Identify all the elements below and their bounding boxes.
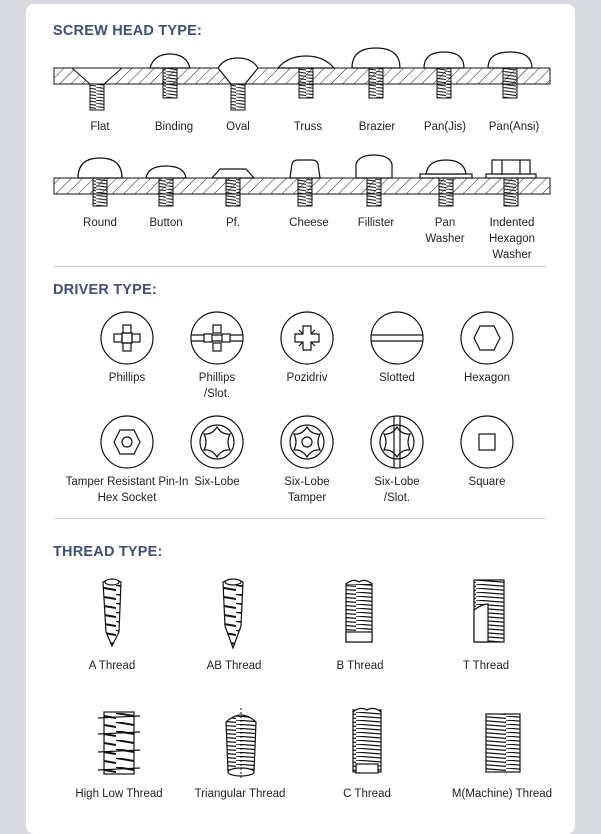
thread-label: C Thread: [343, 788, 391, 800]
head-label: Flat: [90, 121, 110, 133]
screw-head-title: SCREW HEAD TYPE:: [53, 23, 203, 39]
thread-row1-icons: [26, 576, 575, 656]
head-label: Round: [83, 217, 117, 229]
hexagon-icon: [461, 312, 513, 364]
thread-label: High Low Thread: [75, 788, 163, 800]
ab-thread-icon: [223, 579, 243, 648]
thread-label: Triangular Thread: [194, 788, 286, 800]
head-label: Binding: [154, 121, 194, 133]
head-label: Indented Hexagon Washer: [488, 217, 536, 261]
head-label: Fillister: [357, 217, 395, 229]
screw-head-row1-diagram: [26, 4, 575, 124]
screw-spec-card: [26, 4, 575, 834]
thread-label: B Thread: [336, 660, 384, 672]
driver-type-title: DRIVER TYPE:: [53, 282, 157, 298]
driver-label: Six-Lobe /Slot.: [374, 476, 420, 504]
driver-label: Pozidriv: [286, 372, 328, 384]
driver-label: Tamper Resistant Pin-In Hex Socket: [65, 476, 189, 504]
driver-label: Phillips: [108, 372, 146, 384]
b-thread-icon: [346, 580, 372, 642]
thread-label: T Thread: [462, 660, 510, 672]
head-label: Pan(Ansi): [488, 121, 540, 133]
head-label: Pan Washer: [425, 217, 465, 245]
thread-row2-icons: [26, 704, 575, 784]
head-label: Pf.: [225, 217, 241, 229]
driver-label: Square: [468, 476, 506, 488]
phillips-icon: [101, 312, 153, 364]
head-label: Cheese: [289, 217, 329, 229]
driver-label: Hexagon: [463, 372, 511, 384]
six-lobe-tamper-icon: [281, 416, 333, 468]
c-thread-icon: [353, 708, 381, 773]
head-label: Button: [149, 217, 183, 229]
head-label: Pan(Jis): [423, 121, 467, 133]
flat-head-icon: [72, 68, 122, 110]
thread-label: M(Machine) Thread: [451, 788, 553, 800]
six-lobe-slot-icon: [371, 416, 423, 468]
six-lobe-icon: [191, 416, 243, 468]
a-thread-icon: [103, 579, 121, 646]
thread-label: A Thread: [88, 660, 136, 672]
screw-head-row2-diagram: [26, 144, 575, 214]
driver-label: Six-Lobe Tamper: [284, 476, 330, 504]
head-label: Truss: [293, 121, 323, 133]
phillips-slot-icon: [191, 312, 243, 364]
driver-row1-icons: [26, 304, 575, 374]
slotted-icon: [371, 312, 423, 364]
square-icon: [461, 416, 513, 468]
triangular-thread-icon: [226, 708, 256, 778]
thread-type-title: THREAD TYPE:: [53, 544, 163, 560]
driver-row2-icons: [26, 408, 575, 478]
tamper-hex-icon: [101, 416, 153, 468]
head-label: Oval: [226, 121, 250, 133]
m-thread-icon: [486, 714, 520, 772]
driver-label: Slotted: [379, 372, 415, 384]
section-divider: [54, 518, 546, 519]
pozidriv-icon: [281, 312, 333, 364]
thread-label: AB Thread: [206, 660, 262, 672]
high-low-thread-icon: [98, 712, 140, 774]
driver-label: Phillips /Slot.: [198, 372, 236, 400]
driver-label: Six-Lobe: [194, 476, 240, 488]
head-label: Brazier: [358, 121, 396, 133]
section-divider: [54, 266, 546, 267]
t-thread-icon: [474, 580, 504, 642]
